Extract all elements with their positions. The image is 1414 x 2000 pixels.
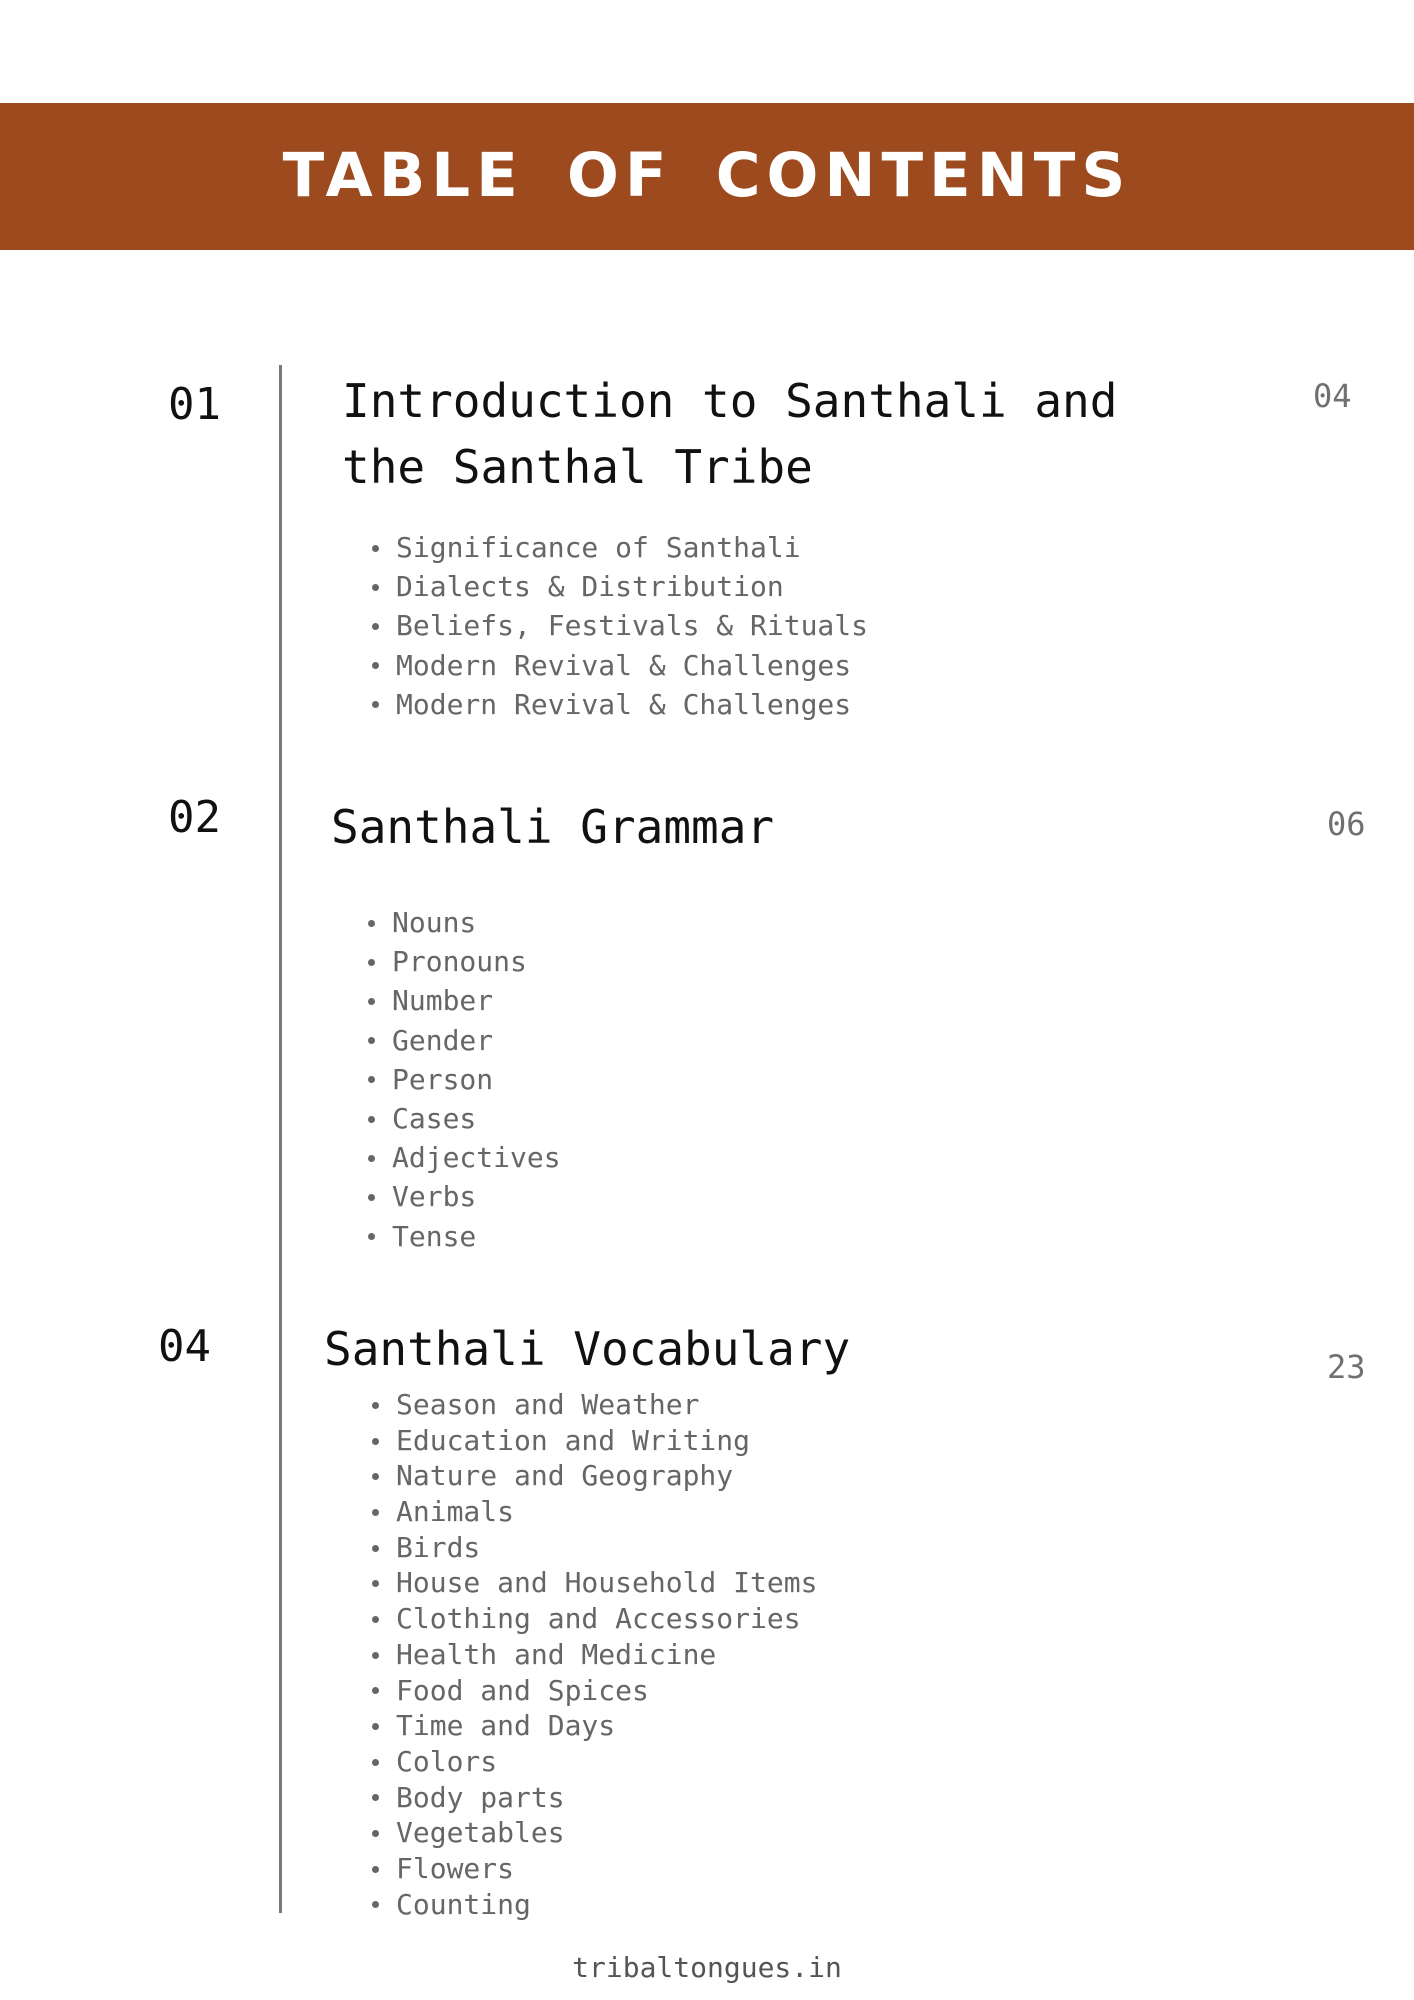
topic-item[interactable]: Pronouns xyxy=(364,942,561,981)
topic-list-vocabulary xyxy=(368,1387,817,1922)
topic-item[interactable]: Education and Writing xyxy=(368,1423,817,1459)
topic-item[interactable]: Significance of Santhali xyxy=(368,528,868,567)
timeline-divider xyxy=(279,365,282,1913)
topic-item[interactable]: Clothing and Accessories xyxy=(368,1601,817,1637)
section-title-vocabulary[interactable]: Santhali Vocabulary xyxy=(324,1322,851,1376)
section-title-line-1: Introduction to Santhali and xyxy=(342,374,1118,428)
topic-item[interactable]: Colors xyxy=(368,1744,817,1780)
topic-item[interactable]: Time and Days xyxy=(368,1708,817,1744)
topic-item[interactable]: Modern Revival & Challenges xyxy=(368,685,868,724)
footer-site-link[interactable]: tribaltongues.in xyxy=(572,1951,842,1984)
topic-item[interactable]: Animals xyxy=(368,1494,817,1530)
topic-item[interactable]: Person xyxy=(364,1060,561,1099)
section-title-introduction[interactable] xyxy=(342,368,1117,500)
section-title-grammar[interactable]: Santhali Grammar xyxy=(331,800,775,854)
topic-item[interactable]: Nature and Geography xyxy=(368,1458,817,1494)
topic-item[interactable]: Nouns xyxy=(364,903,561,942)
topic-item[interactable]: Season and Weather xyxy=(368,1387,817,1423)
topic-item[interactable]: Number xyxy=(364,981,561,1020)
topic-item[interactable]: House and Household Items xyxy=(368,1565,817,1601)
topic-item[interactable]: Dialects & Distribution xyxy=(368,567,868,606)
section-number-04: 04 xyxy=(158,1321,211,1372)
topic-list-introduction xyxy=(368,528,868,724)
topic-item[interactable]: Beliefs, Festivals & Rituals xyxy=(368,606,868,645)
section-title-line-2: the Santhal Tribe xyxy=(342,440,813,494)
topic-item[interactable]: Tense xyxy=(364,1217,561,1256)
topic-item[interactable]: Food and Spices xyxy=(368,1673,817,1709)
topic-item[interactable]: Body parts xyxy=(368,1780,817,1816)
section-page-number-02: 06 xyxy=(1327,805,1366,843)
page-title: TABLE OF CONTENTS xyxy=(282,140,1132,211)
topic-item[interactable]: Modern Revival & Challenges xyxy=(368,646,868,685)
topic-item[interactable]: Flowers xyxy=(368,1851,817,1887)
section-number-02: 02 xyxy=(168,792,221,843)
topic-item[interactable]: Verbs xyxy=(364,1177,561,1216)
topic-item[interactable]: Gender xyxy=(364,1021,561,1060)
topic-item[interactable]: Counting xyxy=(368,1887,817,1923)
topic-item[interactable]: Vegetables xyxy=(368,1815,817,1851)
topic-item[interactable]: Health and Medicine xyxy=(368,1637,817,1673)
section-number-01: 01 xyxy=(168,379,221,430)
topic-item[interactable]: Adjectives xyxy=(364,1138,561,1177)
topic-item[interactable]: Cases xyxy=(364,1099,561,1138)
topic-item[interactable]: Birds xyxy=(368,1530,817,1566)
topic-list-grammar xyxy=(364,903,561,1256)
section-page-number-01: 04 xyxy=(1313,377,1352,415)
section-page-number-04: 23 xyxy=(1327,1348,1366,1386)
